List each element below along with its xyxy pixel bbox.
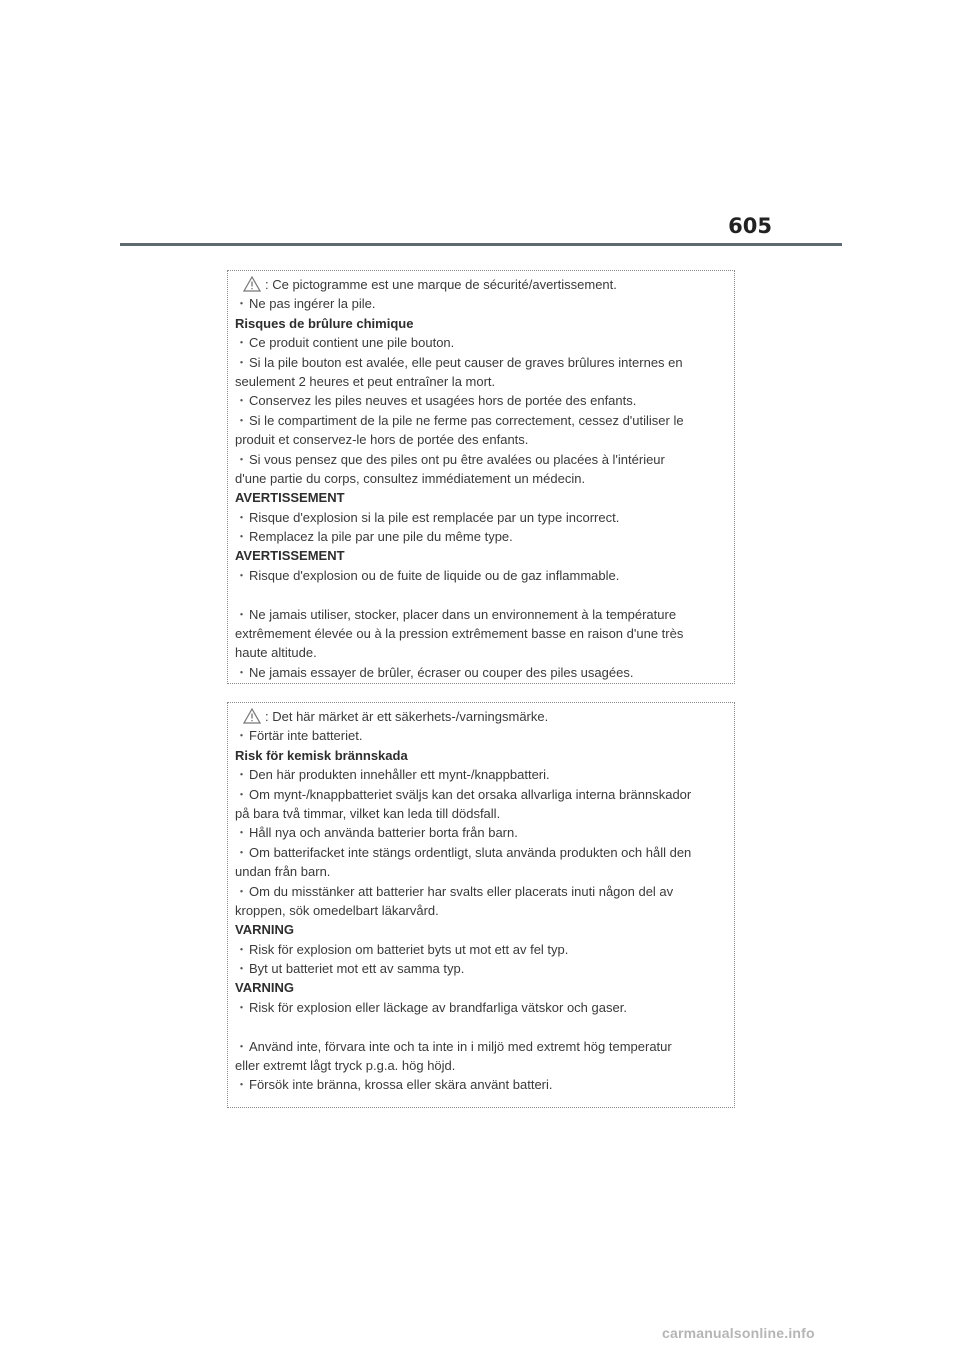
swedish-line-text: Förtär inte batteriet. <box>249 728 363 744</box>
bullet-mark: ・ <box>235 728 249 744</box>
french-line-text: AVERTISSEMENT <box>235 548 345 564</box>
swedish-line <box>235 1075 726 1094</box>
french-line <box>235 294 726 313</box>
bullet-mark: ・ <box>235 412 249 428</box>
bullet-mark: ・ <box>235 393 249 409</box>
french-line-text: Si le compartiment de la pile ne ferme pas correctement, cessez d'utiliser le <box>249 412 684 428</box>
swedish-line <box>235 998 726 1017</box>
bullet-mark: ・ <box>235 999 249 1015</box>
swedish-line-text: Om mynt-/knappbatteriet sväljs kan det orsaka allvarliga interna brännskador <box>249 786 692 802</box>
swedish-line-text: Risk för explosion eller läckage av brandfarliga vätskor och gaser. <box>249 999 627 1015</box>
bullet-mark: ・ <box>235 354 249 370</box>
french-line-text: Risques de brûlure chimique <box>235 315 414 331</box>
french-line-text: AVERTISSEMENT <box>235 490 345 506</box>
swedish-line-text: undan från barn. <box>235 864 331 880</box>
french-line <box>235 314 726 333</box>
bullet-mark: ・ <box>235 961 249 977</box>
swedish-line <box>235 823 726 842</box>
bullet-mark: ・ <box>235 509 249 525</box>
swedish-line <box>235 959 726 978</box>
french-line <box>235 605 726 624</box>
french-line-text: produit et conservez-le hors de portée des enfants. <box>235 432 529 448</box>
french-line <box>235 643 726 662</box>
swedish-line-text: : Det här märket är ett säkerhets-/varningsmärke. <box>265 709 549 724</box>
swedish-line <box>235 940 726 959</box>
french-line <box>235 585 726 604</box>
french-line <box>235 469 726 488</box>
bullet-mark: ・ <box>235 767 249 783</box>
swedish-line-text: Risk för kemisk brännskada <box>235 747 408 763</box>
french-line-text: Ne pas ingérer la pile. <box>249 296 376 312</box>
french-line <box>235 275 726 294</box>
swedish-line <box>235 746 726 765</box>
french-line <box>235 411 726 430</box>
bullet-mark: ・ <box>235 335 249 351</box>
swedish-line <box>235 726 726 745</box>
french-line-text: seulement 2 heures et peut entraîner la mort. <box>235 373 496 389</box>
bullet-mark: ・ <box>235 567 249 583</box>
swedish-line <box>235 765 726 784</box>
header-rule <box>120 243 842 246</box>
swedish-line-text: VARNING <box>235 922 294 938</box>
french-line <box>235 353 726 372</box>
french-line <box>235 527 726 546</box>
bullet-mark: ・ <box>235 825 249 841</box>
french-line <box>235 663 726 682</box>
bullet-mark: ・ <box>235 844 249 860</box>
french-line <box>235 372 726 391</box>
swedish-line <box>235 1037 726 1056</box>
french-line <box>235 624 726 643</box>
swedish-line-text: på bara två timmar, vilket kan leda till dödsfall. <box>235 805 501 821</box>
french-line-text: Ne jamais essayer de brûler, écraser ou couper des piles usagées. <box>249 664 634 680</box>
swedish-line-text: Den här produkten innehåller ett mynt-/knappbatteri. <box>249 767 550 783</box>
swedish-line <box>235 901 726 920</box>
french-line-text: Ne jamais utiliser, stocker, placer dans un environnement à la température <box>249 606 677 622</box>
bullet-mark: ・ <box>235 296 249 312</box>
bullet-mark: ・ <box>235 1077 249 1093</box>
bullet-mark: ・ <box>235 1038 249 1054</box>
swedish-line <box>235 1017 726 1036</box>
swedish-line-text: Om du misstänker att batterier har svalts eller placerats inuti någon del av <box>249 883 674 899</box>
swedish-line-text: eller extremt lågt tryck p.g.a. hög höjd. <box>235 1058 456 1074</box>
bullet-mark: ・ <box>235 786 249 802</box>
bullet-mark: ・ <box>235 664 249 680</box>
french-line-text: Risque d'explosion si la pile est remplacée par un type incorrect. <box>249 509 620 525</box>
swedish-line-text: Försök inte bränna, krossa eller skära använt batteri. <box>249 1077 553 1093</box>
french-line-text: d'une partie du corps, consultez immédiatement un médecin. <box>235 470 586 486</box>
page-number: 605 <box>728 214 772 238</box>
swedish-line <box>235 843 726 862</box>
swedish-line-text: VARNING <box>235 980 294 996</box>
french-line-text: Remplacez la pile par une pile du même type. <box>249 529 513 545</box>
bullet-mark: ・ <box>235 451 249 467</box>
swedish-line-text: kroppen, sök omedelbart läkarvård. <box>235 902 439 918</box>
french-line-text: Si vous pensez que des piles ont pu être avalées ou placées à l'intérieur <box>249 451 665 467</box>
watermark: carmanualsonline.info <box>662 1325 815 1341</box>
french-line <box>235 450 726 469</box>
bullet-mark: ・ <box>235 529 249 545</box>
swedish-line <box>235 920 726 939</box>
french-line-text: Risque d'explosion ou de fuite de liquide ou de gaz inflammable. <box>249 567 620 583</box>
swedish-line-text: Risk för explosion om batteriet byts ut mot ett av fel typ. <box>249 941 569 957</box>
swedish-line-text: Använd inte, förvara inte och ta inte in i miljö med extremt hög temperatur <box>249 1038 672 1054</box>
french-line <box>235 430 726 449</box>
french-line <box>235 566 726 585</box>
french-line <box>235 546 726 565</box>
swedish-line <box>235 978 726 997</box>
french-line-text: extrêmement élevée ou à la pression extrêmement basse en raison d'une très <box>235 626 684 642</box>
french-line-text: Conservez les piles neuves et usagées hors de portée des enfants. <box>249 393 637 409</box>
french-line <box>235 333 726 352</box>
swedish-line <box>235 804 726 823</box>
bullet-mark: ・ <box>235 606 249 622</box>
french-line <box>235 488 726 507</box>
swedish-line <box>235 1056 726 1075</box>
french-line-text: haute altitude. <box>235 645 317 661</box>
swedish-line <box>235 785 726 804</box>
swedish-line-text: Byt ut batteriet mot ett av samma typ. <box>249 961 465 977</box>
french-line <box>235 508 726 527</box>
bullet-mark: ・ <box>235 883 249 899</box>
french-warning-box <box>227 270 735 684</box>
swedish-line <box>235 707 726 726</box>
swedish-line <box>235 862 726 881</box>
french-line-text: Ce produit contient une pile bouton. <box>249 335 455 351</box>
french-line-text: : Ce pictogramme est une marque de sécurité/avertissement. <box>265 277 617 292</box>
french-line-text: Si la pile bouton est avalée, elle peut causer de graves brûlures internes en <box>249 354 683 370</box>
swedish-line-text: Om batterifacket inte stängs ordentligt, sluta använda produkten och håll den <box>249 844 692 860</box>
swedish-line <box>235 882 726 901</box>
french-line <box>235 391 726 410</box>
swedish-warning-box <box>227 702 735 1108</box>
bullet-mark: ・ <box>235 941 249 957</box>
swedish-line-text: Håll nya och använda batterier borta från barn. <box>249 825 518 841</box>
